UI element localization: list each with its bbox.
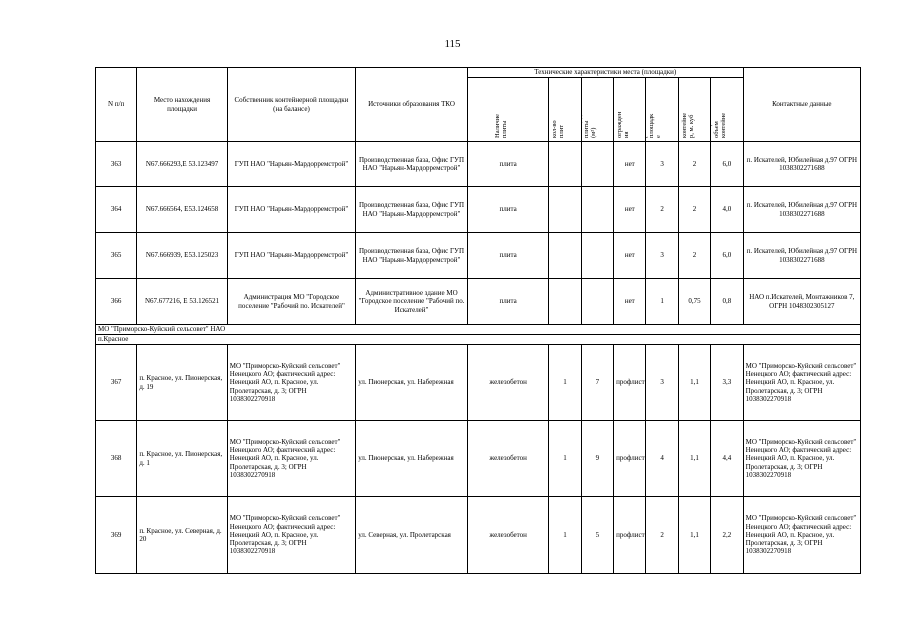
row-plate: железобетон <box>467 497 549 574</box>
row-plate-count <box>549 233 581 279</box>
header-sub-line: объем <box>712 120 720 138</box>
row-volume: 0,75 <box>678 279 710 325</box>
row-volume: 2 <box>678 233 710 279</box>
header-sub-line: плиты <box>501 120 509 138</box>
header-row-1 <box>96 68 861 78</box>
row-volume: 2 <box>678 187 710 233</box>
header-sub-line: Площадь <box>581 112 584 138</box>
row-source: Административное здание МО "Городское поселение "Рабочий по. Искателей" <box>356 279 468 325</box>
row-plate: плита <box>467 233 549 279</box>
row-contacts: НАО п.Искателей, Монтажников 7, ОГРН 1048302305127 <box>743 279 860 325</box>
header-sub-line: ия <box>622 131 630 138</box>
row-contacts: п. Искателей, Юбилейная д.97 ОГРН 1038302271688 <box>743 187 860 233</box>
row-fence: профлист <box>614 345 646 421</box>
row-volume: 1,1 <box>678 421 710 497</box>
header-sub-line: плит <box>558 124 566 138</box>
row-number: 363 <box>96 142 137 187</box>
row-source: ул. Пионерская, ул. Набережная <box>356 421 468 497</box>
row-number: 364 <box>96 187 137 233</box>
row-source: ул. Пионерская, ул. Набережная <box>356 345 468 421</box>
row-fence: нет <box>614 279 646 325</box>
row-location: п. Красное, ул. Пионерская, д. 19 <box>137 345 227 421</box>
row-owner: ГУП НАО "Нарьян-Мардорремстрой" <box>227 233 355 279</box>
header-sub-line: кол-во <box>551 119 559 138</box>
row-owner: МО "Приморско-Куйский сельсовет" Ненецкого АО; фактический адрес: Ненецкий АО, п. Красное, ул. Пролетарская, д. 3; ОГРН 1038302270918 <box>227 497 355 574</box>
header-location: Место нахождения площадки <box>137 68 227 142</box>
table-row <box>96 345 861 421</box>
row-total-volume: 0,8 <box>711 279 743 325</box>
header-contacts: Контактные данные <box>743 68 860 142</box>
row-source: Производственная база, Офис ГУП НАО "Нарьян-Мардорремстрой" <box>356 233 468 279</box>
row-plate-count: 1 <box>549 345 581 421</box>
table-row <box>96 497 861 574</box>
table-row <box>96 279 861 325</box>
row-container-count: 3 <box>646 142 678 187</box>
table-row <box>96 187 861 233</box>
row-source: ул. Северная, ул. Пролетарская <box>356 497 468 574</box>
row-container-count: 4 <box>646 421 678 497</box>
header-sub-total <box>711 78 743 142</box>
row-owner: ГУП НАО "Нарьян-Мардорремстрой" <box>227 187 355 233</box>
header-sources: Источники образования ТКО <box>356 68 468 142</box>
header-sub-line: огражден <box>615 111 623 138</box>
header-num: N п/п <box>96 68 137 142</box>
row-number: 366 <box>96 279 137 325</box>
row-plate: железобетон <box>467 421 549 497</box>
header-sub-line: е <box>655 134 663 138</box>
row-area <box>581 279 613 325</box>
section-settlement-row <box>96 335 861 345</box>
row-number: 367 <box>96 345 137 421</box>
row-owner: Администрация МО "Городское поселение "Рабочий по. Искателей" <box>227 279 355 325</box>
row-container-count: 3 <box>646 345 678 421</box>
row-fence: профлист <box>614 497 646 574</box>
row-volume: 1,1 <box>678 497 710 574</box>
header-sub-line: плиты <box>583 120 591 138</box>
row-total-volume: 2,2 <box>711 497 743 574</box>
header-sub-plate <box>467 78 549 142</box>
section-settlement: п.Красное <box>96 335 861 345</box>
section-municipality-row <box>96 325 861 335</box>
row-area <box>581 233 613 279</box>
row-volume: 2 <box>678 142 710 187</box>
row-source: Производственная база, Офис ГУП НАО "Нарьян-Мардорремстрой" <box>356 187 468 233</box>
row-volume: 1,1 <box>678 345 710 421</box>
row-contacts: МО "Приморско-Куйский сельсовет" Ненецкого АО; фактический адрес: Ненецкий АО, п. Красное, ул. Пролетарская, д. 3; ОГРН 1038302270918 <box>743 497 860 574</box>
row-container-count: 3 <box>646 233 678 279</box>
row-area: 5 <box>581 497 613 574</box>
section-municipality: МО "Приморско-Куйский сельсовет" НАО <box>96 325 861 335</box>
row-area <box>581 142 613 187</box>
row-container-count: 2 <box>646 187 678 233</box>
header-sub-line: площадк <box>648 113 656 138</box>
row-plate: железобетон <box>467 345 549 421</box>
row-owner: МО "Приморско-Куйский сельсовет" Ненецкого АО; фактический адрес: Ненецкий АО, п. Красное, ул. Пролетарская, д. 3; ОГРН 1038302270918 <box>227 421 355 497</box>
header-owner: Собственник контейнерной площадки (на балансе) <box>227 68 355 142</box>
row-coordinates: N67.666293,Е 53.123497 <box>137 142 227 187</box>
table-row <box>96 233 861 279</box>
row-coordinates: N67.666939, Е53.125023 <box>137 233 227 279</box>
row-source: Производственная база, Офис ГУП НАО "Нарьян-Мардорремстрой" <box>356 142 468 187</box>
table-row <box>96 421 861 497</box>
row-total-volume: 3,3 <box>711 345 743 421</box>
row-container-count: 1 <box>646 279 678 325</box>
row-plate-count <box>549 187 581 233</box>
row-fence: нет <box>614 187 646 233</box>
header-sub-line: контейне <box>680 112 688 138</box>
header-sub-line: Объем <box>678 119 681 138</box>
row-coordinates: N67.666564, Е53.124658 <box>137 187 227 233</box>
row-container-count: 2 <box>646 497 678 574</box>
row-plate: плита <box>467 279 549 325</box>
row-number: 365 <box>96 233 137 279</box>
row-plate: плита <box>467 142 549 187</box>
page-number: 115 <box>444 38 461 50</box>
row-fence: профлист <box>614 421 646 497</box>
row-plate-count <box>549 279 581 325</box>
row-total-volume: 4,4 <box>711 421 743 497</box>
header-sub-line: Общий <box>710 117 713 138</box>
table-row <box>96 142 861 187</box>
header-sub-line: контейне <box>719 112 727 138</box>
row-fence: нет <box>614 142 646 187</box>
row-coordinates: N67.677216, Е 53.126521 <box>137 279 227 325</box>
header-sub-line: ров на <box>645 119 649 138</box>
row-fence: нет <box>614 233 646 279</box>
row-owner: ГУП НАО "Нарьян-Мардорремстрой" <box>227 142 355 187</box>
row-total-volume: 6,0 <box>711 142 743 187</box>
row-location: п. Красное, ул. Северная, д. 20 <box>137 497 227 574</box>
row-total-volume: 6,0 <box>711 233 743 279</box>
row-contacts: МО "Приморско-Куйский сельсовет" Ненецкого АО; фактический адрес: Ненецкий АО, п. Красное, ул. Пролетарская, д. 3; ОГРН 1038302270918 <box>743 421 860 497</box>
row-number: 368 <box>96 421 137 497</box>
row-plate-count: 1 <box>549 497 581 574</box>
row-location: п. Красное, ул. Пионерская, д. 1 <box>137 421 227 497</box>
row-owner: МО "Приморско-Куйский сельсовет" Ненецкого АО; фактический адрес: Ненецкий АО, п. Красное, ул. Пролетарская, д. 3; ОГРН 1038302270918 <box>227 345 355 421</box>
header-tech: Технические характеристики места (площадки) <box>467 68 743 78</box>
header-sub-area <box>581 78 613 142</box>
row-area <box>581 187 613 233</box>
row-number: 369 <box>96 497 137 574</box>
header-sub-vol <box>678 78 710 142</box>
row-area: 9 <box>581 421 613 497</box>
row-plate-count: 1 <box>549 421 581 497</box>
row-contacts: п. Искателей, Юбилейная д.97 ОГРН 1038302271688 <box>743 142 860 187</box>
header-sub-line: р, м. куб <box>687 114 695 138</box>
registry-table <box>95 67 861 574</box>
row-total-volume: 4,0 <box>711 187 743 233</box>
row-contacts: п. Искателей, Юбилейная д.97 ОГРН 1038302271688 <box>743 233 860 279</box>
header-sub-line: (м²) <box>590 127 598 138</box>
header-sub-line: Наличие <box>494 113 502 138</box>
row-area: 7 <box>581 345 613 421</box>
row-plate: плита <box>467 187 549 233</box>
row-contacts: МО "Приморско-Куйский сельсовет" Ненецкого АО; фактический адрес: Ненецкий АО, п. Красное, ул. Пролетарская, д. 3; ОГРН 1038302270918 <box>743 345 860 421</box>
row-plate-count <box>549 142 581 187</box>
